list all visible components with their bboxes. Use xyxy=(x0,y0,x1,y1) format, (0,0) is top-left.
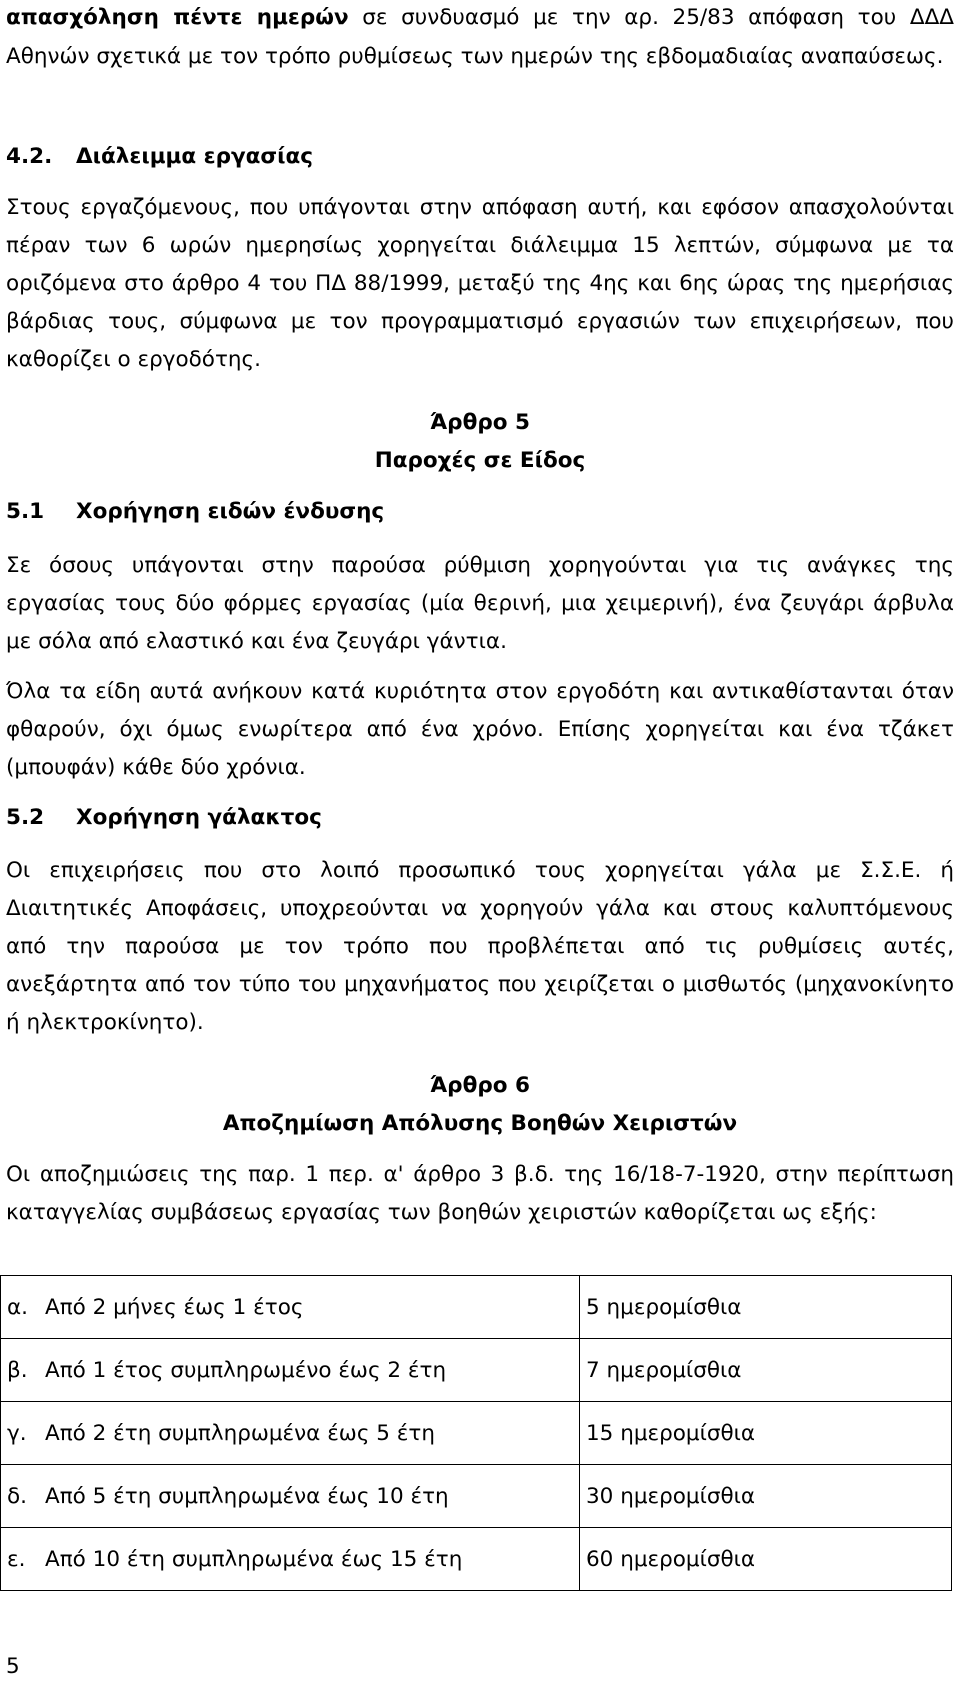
section-4-2-heading xyxy=(6,142,954,172)
section-4-2-line: καθορίζει ο εργοδότης. xyxy=(6,347,261,372)
row-period: Από 1 έτος συμπληρωμένο έως 2 έτη xyxy=(45,1357,447,1383)
section-5-2-heading xyxy=(6,803,954,833)
page-number: 5 xyxy=(6,1654,20,1679)
period-cell xyxy=(1,1528,580,1591)
row-letter: β. xyxy=(7,1357,28,1383)
section-5-2-line: ή ηλεκτροκίνητο). xyxy=(6,1010,204,1035)
amount-cell: 30 ημερομίσθια xyxy=(580,1465,952,1528)
table-row xyxy=(1,1465,952,1528)
table-row xyxy=(1,1339,952,1402)
section-4-2-line: Στους εργαζόμενους, που υπάγονται στην απόφαση αυτή, και εφόσον απασχολούνται xyxy=(6,195,954,220)
table-row xyxy=(1,1276,952,1339)
amount-cell: 60 ημερομίσθια xyxy=(580,1528,952,1591)
row-letter: γ. xyxy=(7,1420,27,1446)
article-6-subheading: Αποζημίωση Απόλυσης Βοηθών Χειριστών xyxy=(222,1111,738,1136)
section-4-2-line: βάρδιας τους, σύμφωνα με τον προγραμματισμό εργασιών των επιχειρήσεων, που xyxy=(6,309,954,334)
section-5-1-heading xyxy=(6,497,954,527)
section-5-2-line: ανεξάρτητα από τον τύπο του μηχανήματος που χειρίζεται ο μισθωτός (μηχανοκίνητο xyxy=(6,972,954,997)
table-row xyxy=(1,1528,952,1591)
period-cell xyxy=(1,1465,580,1528)
period-cell xyxy=(1,1402,580,1465)
article-6-heading: Άρθρο 6 xyxy=(430,1073,530,1098)
row-period: Από 2 μήνες έως 1 έτος xyxy=(45,1294,304,1320)
table-row xyxy=(1,1402,952,1465)
section-5-1-number: 5.1 xyxy=(6,499,45,524)
section-4-2-number: 4.2. xyxy=(6,144,53,169)
section-5-1-line: Σε όσους υπάγονται στην παρούσα ρύθμιση χορηγούνται για τις ανάγκες της xyxy=(6,553,954,578)
section-5-1-line: Όλα τα είδη αυτά ανήκουν κατά κυριότητα στον εργοδότη και αντικαθίστανται όταν xyxy=(6,679,954,704)
section-5-1-line: φθαρούν, όχι όμως ενωρίτερα από ένα χρόνο. Επίσης χορηγείται και ένα τζάκετ xyxy=(6,717,954,742)
intro-bold-text: απασχόληση πέντε ημερών xyxy=(6,5,349,30)
section-4-2-title: Διάλειμμα εργασίας xyxy=(76,144,314,169)
article-5-heading: Άρθρο 5 xyxy=(430,410,530,435)
section-5-1-line: με σόλα από ελαστικό και ένα ζευγάρι γάντια. xyxy=(6,629,507,654)
section-5-1-line: (μπουφάν) κάθε δύο χρόνια. xyxy=(6,755,306,780)
intro-line-2: Αθηνών σχετικά με τον τρόπο ρυθμίσεως των ημερών της εβδομαδιαίας αναπαύσεως. xyxy=(6,44,944,69)
section-5-1-title: Χορήγηση ειδών ένδυσης xyxy=(76,499,385,524)
amount-cell: 7 ημερομίσθια xyxy=(580,1339,952,1402)
section-5-1-line: εργασίας τους δύο φόρμες εργασίας (μία θερινή, μια χειμερινή), ένα ζευγάρι άρβυλα xyxy=(6,591,954,616)
section-4-2-line: οριζόμενα στο άρθρο 4 του ΠΔ 88/1999, μεταξύ της 4ης και 6ης ώρας της ημερήσιας xyxy=(6,271,954,296)
section-5-2-number: 5.2 xyxy=(6,805,45,830)
row-letter: α. xyxy=(7,1294,29,1320)
row-period: Από 2 έτη συμπληρωμένα έως 5 έτη xyxy=(45,1420,435,1446)
row-period: Από 10 έτη συμπληρωμένα έως 15 έτη xyxy=(45,1546,463,1572)
row-letter: δ. xyxy=(7,1483,27,1509)
section-5-2-line: Διαιτητικές Αποφάσεις, υποχρεούνται να χορηγούν γάλα και στους καλυπτόμενους xyxy=(6,896,954,921)
compensation-table xyxy=(0,1275,952,1591)
article-6-line: Οι αποζημιώσεις της παρ. 1 περ. α' άρθρο 3 β.δ. της 16/18-7-1920, στην περίπτωση xyxy=(6,1162,954,1187)
intro-line-1-rest: σε συνδυασμό με την αρ. 25/83 απόφαση του ΔΔΔ xyxy=(348,5,954,30)
period-cell xyxy=(1,1276,580,1339)
amount-cell: 5 ημερομίσθια xyxy=(580,1276,952,1339)
amount-cell: 15 ημερομίσθια xyxy=(580,1402,952,1465)
section-4-2-line: πέραν των 6 ωρών ημερησίως χορηγείται διάλειμμα 15 λεπτών, σύμφωνα με τα xyxy=(6,233,954,258)
period-cell xyxy=(1,1339,580,1402)
section-5-2-line: από την παρούσα με τον τρόπο που προβλέπεται από τις ρυθμίσεις αυτές, xyxy=(6,934,954,959)
article-5-subheading: Παροχές σε Είδος xyxy=(374,448,586,473)
section-5-2-line: Οι επιχειρήσεις που στο λοιπό προσωπικό τους χορηγείται γάλα με Σ.Σ.Ε. ή xyxy=(6,858,954,883)
article-6-line: καταγγελίας συμβάσεως εργασίας των βοηθών χειριστών καθορίζεται ως εξής: xyxy=(6,1200,877,1225)
row-letter: ε. xyxy=(7,1546,26,1572)
intro-line-1 xyxy=(6,3,954,33)
row-period: Από 5 έτη συμπληρωμένα έως 10 έτη xyxy=(45,1483,449,1509)
section-5-2-title: Χορήγηση γάλακτος xyxy=(76,805,322,830)
